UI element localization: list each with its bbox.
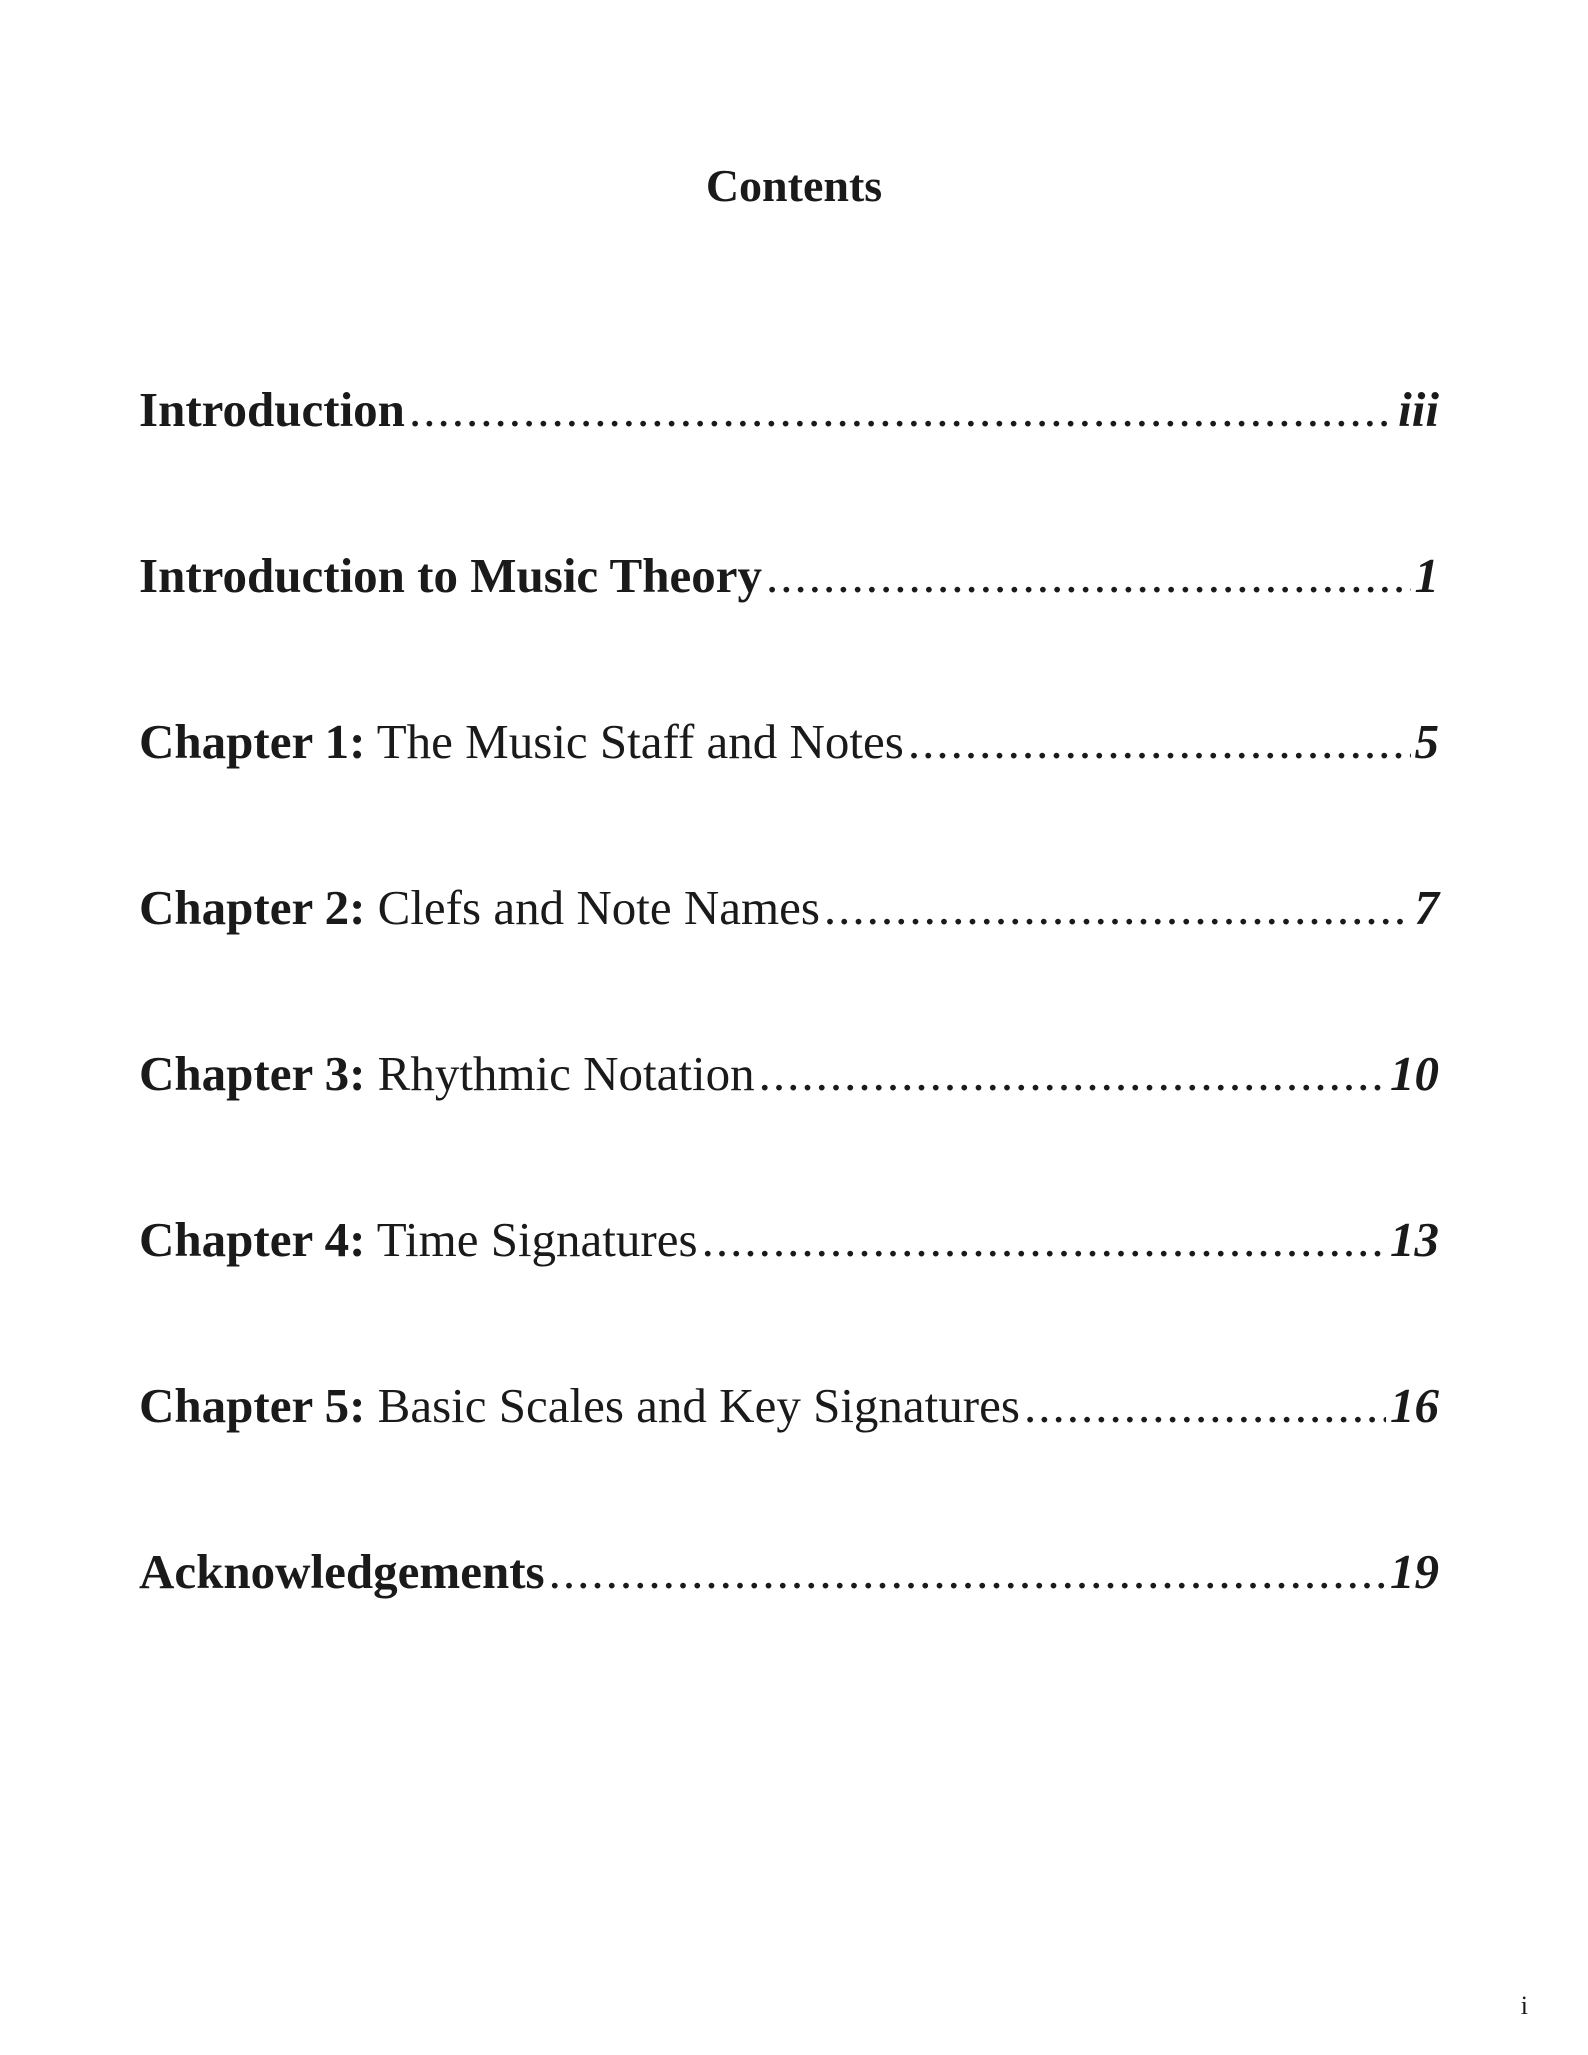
toc-entry-chapter-4[interactable] xyxy=(139,1212,1439,1267)
toc-page-number: 10 xyxy=(1390,1046,1439,1101)
toc-page-number: 1 xyxy=(1414,548,1439,603)
toc-entry-subtitle: Basic Scales and Key Signatures xyxy=(365,1378,1020,1433)
toc-entry-chapter-5[interactable] xyxy=(139,1378,1439,1433)
toc-entry-label: Chapter 2: xyxy=(139,880,366,935)
toc-page-number: 13 xyxy=(1390,1212,1439,1267)
toc-page-number: iii xyxy=(1398,382,1439,437)
toc-entry-acknowledgements[interactable] xyxy=(139,1544,1439,1599)
dot-leader xyxy=(908,717,1411,766)
page-number-footer: i xyxy=(1520,1991,1528,2020)
toc-entry-chapter-3[interactable] xyxy=(139,1046,1439,1101)
toc-entry-subtitle: The Music Staff and Notes xyxy=(365,714,904,769)
toc-entry-label: Chapter 5: xyxy=(139,1378,366,1433)
dot-leader xyxy=(702,1215,1386,1264)
toc-entry-label: Chapter 4: xyxy=(139,1212,366,1267)
toc-page-number: 16 xyxy=(1390,1378,1439,1433)
toc-page-number: 7 xyxy=(1414,880,1439,935)
dot-leader xyxy=(824,883,1411,932)
toc-entry-title xyxy=(139,1378,1020,1433)
dot-leader xyxy=(549,1547,1386,1596)
toc-entry-label: Chapter 3: xyxy=(139,1046,366,1101)
toc-entry-title xyxy=(139,1544,545,1599)
toc-entry-introduction[interactable] xyxy=(139,382,1439,437)
toc-page-number: 5 xyxy=(1414,714,1439,769)
toc-entry-title xyxy=(139,548,762,603)
toc-entry-chapter-2[interactable] xyxy=(139,880,1439,935)
dot-leader xyxy=(759,1049,1386,1098)
dot-leader xyxy=(1024,1381,1386,1430)
toc-page-number: 19 xyxy=(1390,1544,1439,1599)
dot-leader xyxy=(409,385,1394,434)
toc-entry-title xyxy=(139,714,904,769)
toc-entry-subtitle: Time Signatures xyxy=(365,1212,698,1267)
toc-entry-subtitle: Rhythmic Notation xyxy=(365,1046,755,1101)
toc-entry-title xyxy=(139,880,820,935)
toc-entry-chapter-1[interactable] xyxy=(139,714,1439,769)
dot-leader xyxy=(766,551,1411,600)
toc-entry-label: Acknowledgements xyxy=(139,1544,545,1599)
toc-entry-label: Introduction xyxy=(139,382,405,437)
toc-entry-label: Chapter 1: xyxy=(139,714,366,769)
toc-entry-introduction-to-music-theory[interactable] xyxy=(139,548,1439,603)
toc-entry-subtitle: Clefs and Note Names xyxy=(365,880,820,935)
page-title: Contents xyxy=(705,160,883,211)
toc-entry-title xyxy=(139,382,405,437)
toc-entry-title xyxy=(139,1212,698,1267)
toc-entry-label: Introduction to Music Theory xyxy=(139,548,762,603)
toc-entry-title xyxy=(139,1046,755,1101)
